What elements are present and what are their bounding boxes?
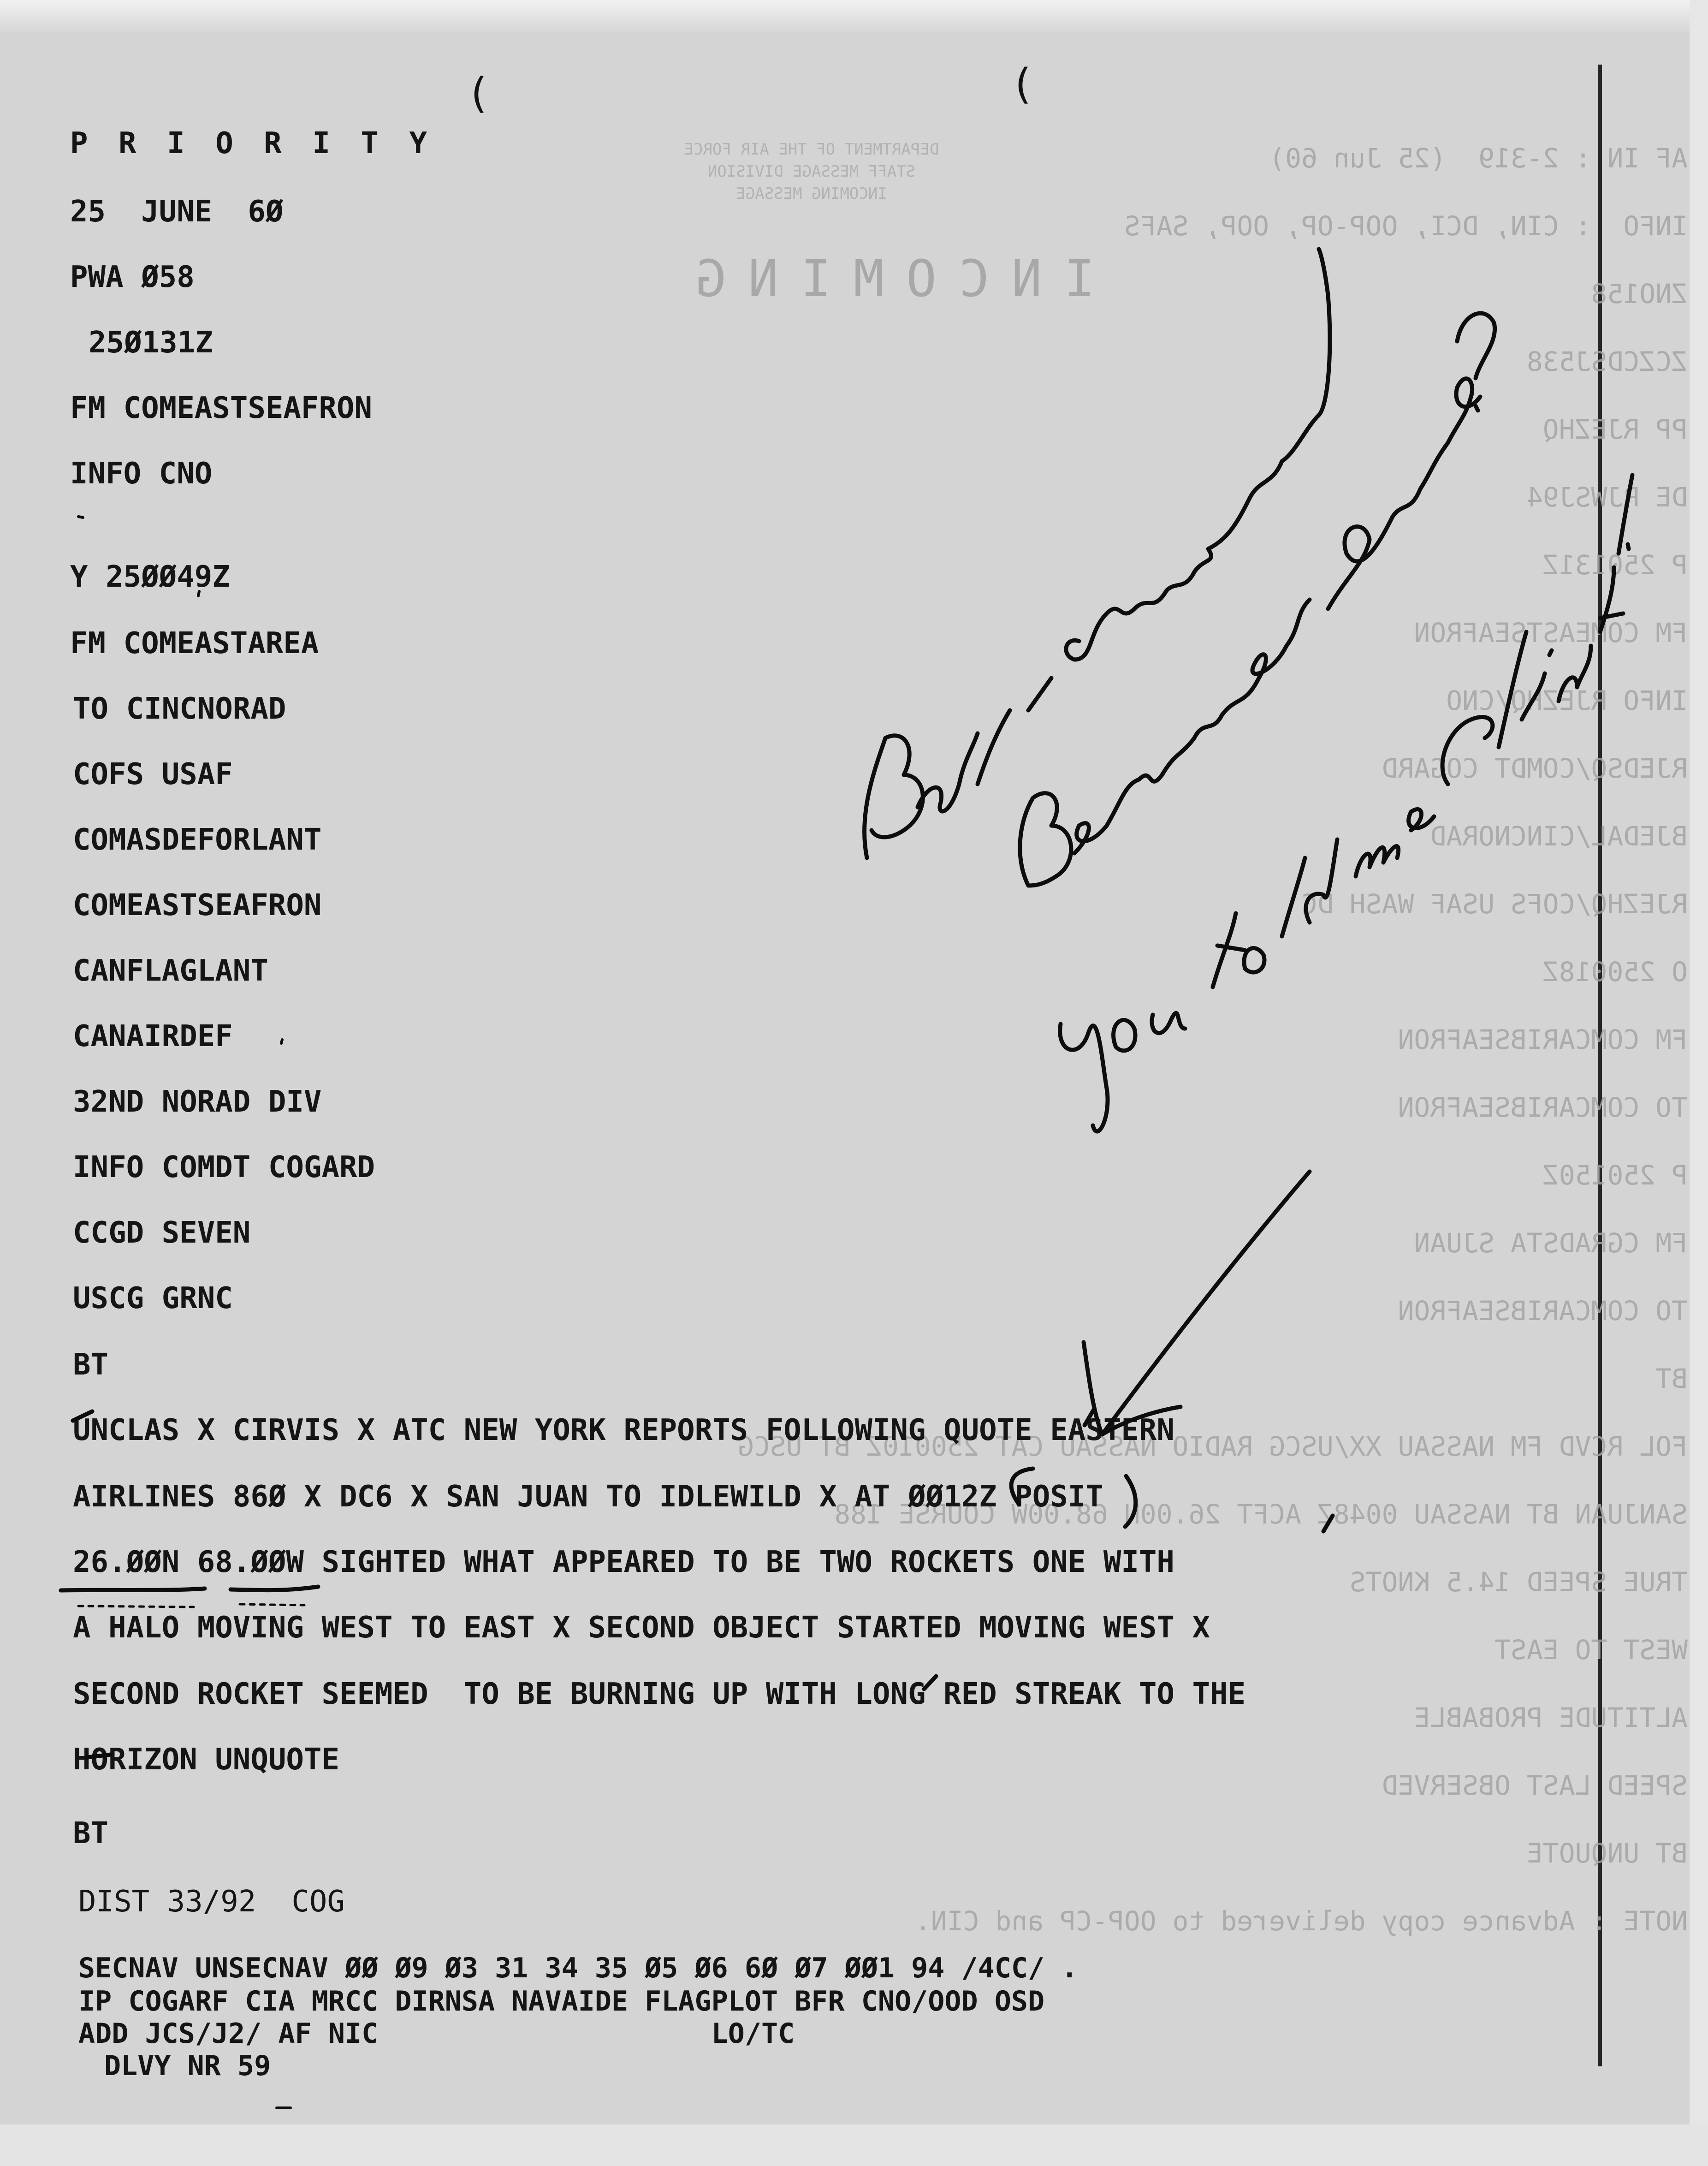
date-time-group-2: Y 25ØØ49Z <box>70 560 230 594</box>
distribution-line: DIST 33/92 COG <box>78 1885 345 1919</box>
show-through-line: INFO : CIN, DCI, OOP-OP, OOP, SAFS <box>1124 210 1688 242</box>
show-through-line: O 250018Z <box>1542 956 1688 988</box>
from-line-2: FM COMEASTAREA <box>70 626 319 661</box>
show-through-line: TRUE SPEED 14.5 KNOTS <box>1349 1566 1688 1598</box>
show-through-line: BJEDAL/CINCNORAD <box>1430 821 1688 852</box>
arrow-icon <box>1084 1172 1310 1434</box>
show-through-line: ALTITUDE PROBABLE <box>1414 1702 1688 1733</box>
pwa-number: PWA Ø58 <box>70 260 195 294</box>
show-through-line: SANJUAN BT NASSAU 0048Z ACFT 26.00N 68.00W COURSE 188 <box>834 1499 1688 1530</box>
circle-annotation-icon <box>1011 1469 1136 1527</box>
addressee: 32ND NORAD DIV <box>73 1085 322 1119</box>
addressee: INFO COMDT COGARD <box>73 1150 375 1184</box>
routing-line: SECNAV UNSECNAV ØØ Ø9 Ø3 31 34 35 Ø5 Ø6 6Ø Ø7 ØØ1 94 /4CC/ . <box>78 1952 1078 1984</box>
show-through-line: SPEED LAST OBSERVED <box>1382 1770 1688 1801</box>
addressee: TO CINCNORAD <box>73 692 286 726</box>
show-through-line: TO COMCARIBSEAFRON <box>1398 1295 1688 1327</box>
addressee: USCG GRNC <box>73 1281 233 1315</box>
top-paren-mark: ( <box>466 69 491 118</box>
show-through-line: BT <box>1655 1363 1688 1394</box>
show-through-line: P 250131Z <box>1542 549 1688 581</box>
addressee: COMEASTSEAFRON <box>73 888 322 922</box>
delivery-number: DLVY NR 59 <box>104 2050 271 2082</box>
body-line: HORIZON UNQUOTE <box>73 1743 339 1777</box>
bt-separator: BT <box>73 1348 109 1382</box>
show-through-line: TO COMCARIBSEAFRON <box>1398 1092 1688 1123</box>
tick-mark-icon <box>1323 1516 1333 1531</box>
show-through-line: ZNO158 <box>1591 278 1688 309</box>
coordinate-underline-icon <box>78 1604 304 1607</box>
show-through-line: FOL RCVD FM NASSAU XX/USCG RADIO NASSAU CAT 250010Z BT USCG <box>737 1431 1688 1462</box>
bt-end: BT <box>73 1816 109 1851</box>
body-line: 26.ØØN 68.ØØW SIGHTED WHAT APPEARED TO BE TWO ROCKETS ONE WITH <box>73 1545 1174 1579</box>
show-through-line: RJEDSQ/COMDT COGARD <box>1382 753 1688 784</box>
dash-mark-icon <box>78 517 291 2108</box>
show-through-stamp-line: DEPARTMENT OF THE AIR FORCE <box>684 140 939 159</box>
coordinate-underline-icon <box>61 1587 318 1590</box>
addressee: COFS USAF <box>73 757 233 791</box>
addressee: CCGD SEVEN <box>73 1216 251 1250</box>
body-line: AIRLINES 86Ø X DC6 X SAN JUAN TO IDLEWILD X AT ØØ12Z POSIT <box>73 1480 1103 1514</box>
routing-line: IP COGARF CIA MRCC DIRNSA NAVAIDE FLAGPLOT BFR CNO/OOD OSD <box>78 1985 1045 2017</box>
body-line: A HALO MOVING WEST TO EAST X SECOND OBJECT STARTED MOVING WEST X <box>73 1611 1210 1645</box>
show-through-line: PP RJEZHQ <box>1542 414 1688 445</box>
show-through-incoming: INCOMING <box>673 249 1095 308</box>
show-through-line: RJEZHQ/COFS USAF WASH DC <box>1301 888 1688 920</box>
show-through-line: BT UNQUOTE <box>1526 1838 1688 1869</box>
handwriting-you-told-me <box>1060 475 1632 1131</box>
handwriting-bermuda-sighting <box>1020 313 1495 886</box>
addressee: COMASDEFORLANT <box>73 823 322 857</box>
show-through-line: ZCZCDSJ538 <box>1526 346 1688 377</box>
show-through-stamp-line: STAFF MESSAGE DIVISION <box>707 162 916 181</box>
date-time-group: 25Ø131Z <box>89 326 213 360</box>
show-through-line: DE RJWSJ94 <box>1526 482 1688 513</box>
show-through-line: FM COMEASTSEAFRON <box>1414 617 1688 649</box>
show-through-line: AF IN : 2-319 (25 Jun 60) <box>1269 143 1688 174</box>
addressee: CANFLAGLANT <box>73 954 268 988</box>
body-line: UNCLAS X CIRVIS X ATC NEW YORK REPORTS FOLLOWING QUOTE EASTERN <box>73 1413 1174 1447</box>
handwriting-bill-same-as <box>865 249 1330 858</box>
addressee: CANAIRDEF <box>73 1019 233 1053</box>
from-line: FM COMEASTSEAFRON <box>70 391 373 425</box>
show-through-line: FM COMCARIBSEAFRON <box>1398 1024 1688 1055</box>
show-through-line: INFO RJEZHQ/CNO <box>1446 685 1688 716</box>
strike-mark-icon <box>73 1410 1094 1757</box>
body-line: SECOND ROCKET SEEMED TO BE BURNING UP WITH LONG RED STREAK TO THE <box>73 1677 1246 1711</box>
priority-label: P R I O R I T Y <box>70 126 433 161</box>
message-date: 25 JUNE 6Ø <box>70 195 284 229</box>
top-paren-mark: ( <box>1010 60 1035 108</box>
show-through-line: NOTE : Advance copy delivered to OOP-CP and CIN. <box>914 1905 1688 1937</box>
show-through-line: P 250150Z <box>1542 1160 1688 1191</box>
info-line: INFO CNO <box>70 457 213 491</box>
show-through-line: WEST TO EAST <box>1494 1634 1688 1666</box>
routing-line: ADD JCS/J2/ AF NIC LO/TC <box>78 2017 795 2050</box>
show-through-stamp-line: INCOMING MESSAGE <box>736 184 887 203</box>
show-through-line: FM CGRADSTA SJUAN <box>1414 1227 1688 1259</box>
